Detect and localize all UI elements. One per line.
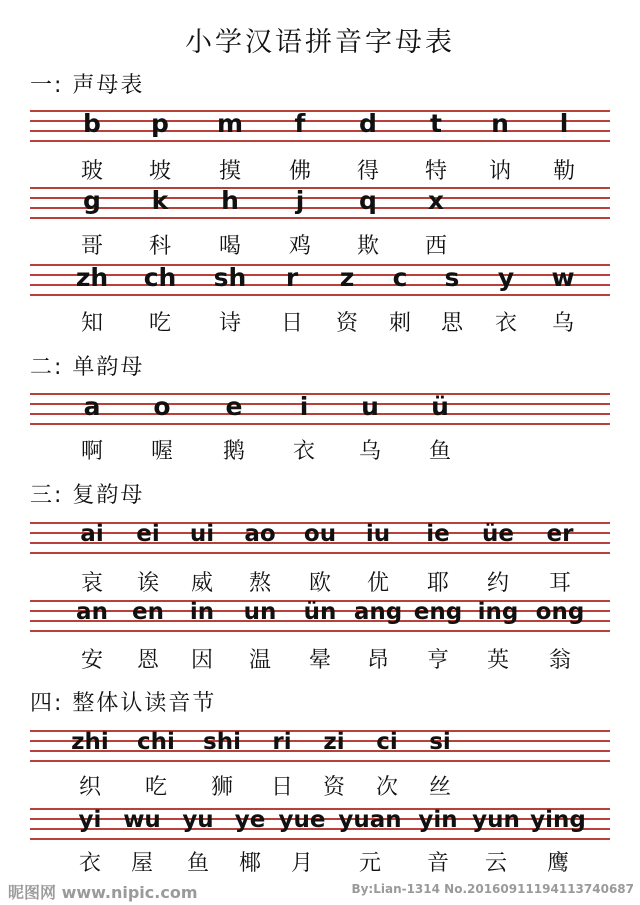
pinyin-letter: ün: [303, 599, 337, 625]
guide-line: [30, 403, 610, 405]
example-character: 诶: [136, 571, 160, 596]
watermark-id: By:Lian-1314 No.20160911194113740687: [351, 882, 634, 896]
pinyin-letter: p: [151, 109, 169, 138]
pinyin-letter: x: [427, 186, 445, 215]
pinyin-letter: q: [359, 186, 377, 215]
example-character: 资: [322, 775, 346, 800]
pinyin-letter: er: [546, 521, 574, 547]
pinyin-letter: ong: [535, 599, 585, 625]
guide-line: [30, 130, 610, 132]
pinyin-letter: m: [216, 109, 244, 138]
example-character: 恩: [136, 648, 160, 673]
example-character: 亨: [426, 648, 450, 673]
example-character: 知: [80, 311, 104, 336]
guide-line: [30, 264, 610, 266]
pinyin-letter: y: [497, 263, 515, 292]
example-character: 讷: [488, 159, 512, 184]
guide-line: [30, 120, 610, 122]
pinyin-letter: n: [491, 109, 509, 138]
pinyin-letter: ai: [80, 521, 104, 547]
pinyin-letter: üe: [482, 521, 514, 547]
pinyin-letter: yu: [182, 807, 214, 833]
pinyin-letter: ou: [303, 521, 337, 547]
example-character: 晕: [308, 648, 332, 673]
example-character: 吃: [148, 311, 172, 336]
writing-lines: [30, 600, 610, 632]
example-character: 坡: [148, 159, 172, 184]
pinyin-letter: ui: [189, 521, 215, 547]
example-character: 耳: [548, 571, 572, 596]
example-character: 约: [486, 571, 510, 596]
pinyin-letter: j: [295, 186, 305, 215]
pinyin-letter: eng: [413, 599, 463, 625]
example-character: 刺: [388, 311, 412, 336]
pinyin-letter: o: [153, 392, 171, 421]
example-character: 衣: [494, 311, 518, 336]
guide-line: [30, 187, 610, 189]
pinyin-letter: r: [285, 263, 299, 292]
example-character: 衣: [292, 439, 316, 464]
example-character: 鹅: [222, 439, 246, 464]
pinyin-letter: un: [243, 599, 277, 625]
example-character: 啊: [80, 439, 104, 464]
pinyin-letter: ing: [477, 599, 519, 625]
pinyin-letter: wu: [123, 807, 161, 833]
example-character: 英: [486, 648, 510, 673]
example-character: 佛: [288, 159, 312, 184]
example-character: 吃: [144, 775, 168, 800]
example-character: 衣: [78, 851, 102, 876]
writing-lines: [30, 808, 610, 840]
pinyin-letter: ang: [353, 599, 403, 625]
writing-lines: [30, 187, 610, 219]
example-character: 欺: [356, 234, 380, 259]
guide-line: [30, 750, 610, 752]
pinyin-letter: zhi: [71, 729, 109, 755]
example-character: 丝: [428, 775, 452, 800]
writing-lines: [30, 110, 610, 142]
example-character: 翁: [548, 648, 572, 673]
example-character: 椰: [238, 851, 262, 876]
pinyin-letter: g: [83, 186, 101, 215]
watermark-site: 昵图网 www.nipic.com: [8, 883, 198, 902]
example-character: 安: [80, 648, 104, 673]
example-character: 昂: [366, 648, 390, 673]
pinyin-letter: s: [444, 263, 460, 292]
example-character: 音: [426, 851, 450, 876]
pinyin-letter: sh: [213, 263, 247, 292]
guide-line: [30, 630, 610, 632]
pinyin-letter: ei: [136, 521, 160, 547]
example-character: 欧: [308, 571, 332, 596]
example-character: 科: [148, 234, 172, 259]
example-character: 优: [366, 571, 390, 596]
pinyin-letter: chi: [137, 729, 175, 755]
pinyin-letter: t: [430, 109, 442, 138]
writing-lines: [30, 264, 610, 296]
example-character: 哀: [80, 571, 104, 596]
guide-line: [30, 393, 610, 395]
example-character: 西: [424, 234, 448, 259]
pinyin-letter: ye: [234, 807, 266, 833]
guide-line: [30, 423, 610, 425]
pinyin-letter: shi: [203, 729, 241, 755]
page-title: 小学汉语拼音字母表: [185, 27, 455, 58]
pinyin-letter: si: [429, 729, 451, 755]
guide-line: [30, 207, 610, 209]
guide-line: [30, 838, 610, 840]
pinyin-letter: u: [361, 392, 379, 421]
guide-line: [30, 217, 610, 219]
guide-line: [30, 740, 610, 742]
pinyin-letter: ie: [426, 521, 450, 547]
example-character: 特: [424, 159, 448, 184]
example-character: 勒: [552, 159, 576, 184]
example-character: 元: [358, 851, 382, 876]
pinyin-letter: i: [299, 392, 309, 421]
pinyin-letter: d: [359, 109, 377, 138]
section-heading-initials: 一: 声母表: [30, 73, 145, 98]
example-character: 日: [280, 311, 304, 336]
example-character: 鹰: [546, 851, 570, 876]
pinyin-letter: yin: [418, 807, 458, 833]
example-character: 摸: [218, 159, 242, 184]
guide-line: [30, 197, 610, 199]
example-character: 喔: [150, 439, 174, 464]
example-character: 狮: [210, 775, 234, 800]
pinyin-letter: yun: [472, 807, 520, 833]
pinyin-letter: yue: [278, 807, 326, 833]
writing-lines: [30, 730, 610, 762]
pinyin-letter: ü: [431, 392, 449, 421]
writing-lines: [30, 522, 610, 554]
example-character: 威: [190, 571, 214, 596]
example-character: 云: [484, 851, 508, 876]
pinyin-letter: ch: [143, 263, 177, 292]
pinyin-letter: ying: [530, 807, 586, 833]
pinyin-letter: c: [392, 263, 408, 292]
example-character: 思: [440, 311, 464, 336]
pinyin-letter: en: [132, 599, 164, 625]
example-character: 日: [270, 775, 294, 800]
example-character: 玻: [80, 159, 104, 184]
guide-line: [30, 552, 610, 554]
guide-line: [30, 760, 610, 762]
writing-lines: [30, 393, 610, 425]
example-character: 耶: [426, 571, 450, 596]
pinyin-letter: yuan: [338, 807, 402, 833]
pinyin-letter: a: [83, 392, 101, 421]
example-character: 哥: [80, 234, 104, 259]
example-character: 月: [290, 851, 314, 876]
pinyin-letter: l: [559, 109, 569, 138]
guide-line: [30, 140, 610, 142]
pinyin-letter: an: [76, 599, 108, 625]
example-character: 诗: [218, 311, 242, 336]
pinyin-letter: e: [225, 392, 243, 421]
pinyin-letter: ri: [272, 729, 292, 755]
guide-line: [30, 730, 610, 732]
example-character: 乌: [551, 311, 575, 336]
pinyin-letter: zi: [323, 729, 345, 755]
pinyin-letter: in: [189, 599, 215, 625]
guide-line: [30, 274, 610, 276]
pinyin-letter: ao: [244, 521, 276, 547]
example-character: 屋: [130, 851, 154, 876]
pinyin-letter: h: [221, 186, 239, 215]
pinyin-letter: zh: [75, 263, 109, 292]
example-character: 熬: [248, 571, 272, 596]
example-character: 温: [248, 648, 272, 673]
section-heading-whole-syllables: 四: 整体认读音节: [30, 691, 217, 716]
pinyin-letter: z: [339, 263, 355, 292]
example-character: 因: [190, 648, 214, 673]
example-character: 鱼: [186, 851, 210, 876]
example-character: 鱼: [428, 439, 452, 464]
pinyin-letter: k: [151, 186, 169, 215]
pinyin-letter: iu: [365, 521, 391, 547]
example-character: 乌: [358, 439, 382, 464]
pinyin-letter: b: [83, 109, 101, 138]
pinyin-letter: w: [551, 263, 575, 292]
section-heading-compound-finals: 三: 复韵母: [30, 483, 145, 508]
guide-line: [30, 284, 610, 286]
pinyin-letter: ci: [376, 729, 398, 755]
example-character: 喝: [218, 234, 242, 259]
example-character: 织: [78, 775, 102, 800]
guide-line: [30, 294, 610, 296]
section-heading-simple-finals: 二: 单韵母: [30, 355, 145, 380]
guide-line: [30, 413, 610, 415]
example-character: 鸡: [288, 234, 312, 259]
example-character: 资: [335, 311, 359, 336]
pinyin-letter: yi: [78, 807, 102, 833]
pinyin-letter: f: [294, 109, 306, 138]
guide-line: [30, 110, 610, 112]
example-character: 次: [375, 775, 399, 800]
example-character: 得: [356, 159, 380, 184]
